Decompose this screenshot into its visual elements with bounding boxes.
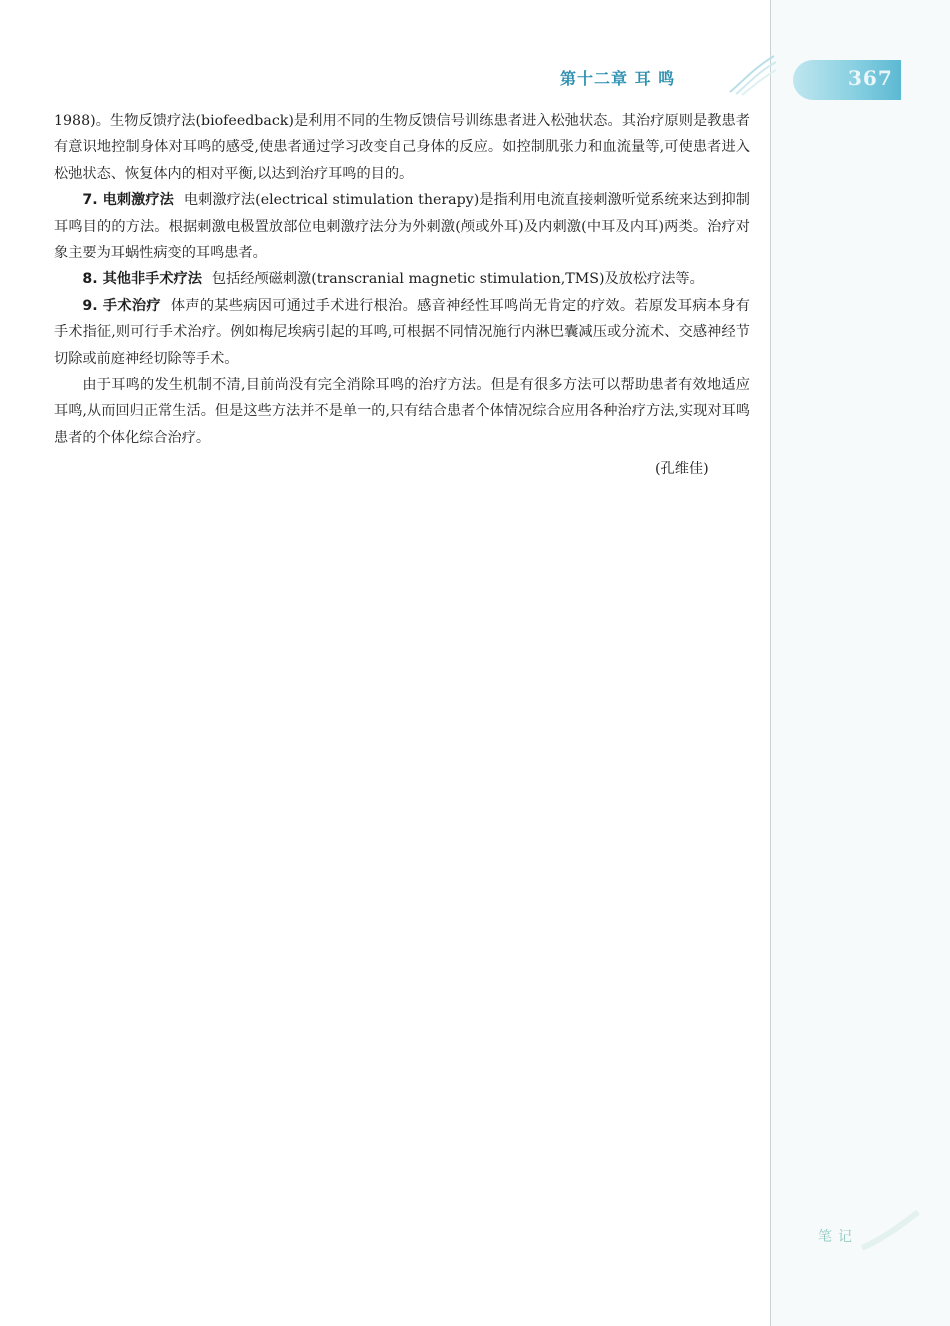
- notes-margin-column: [770, 0, 950, 1326]
- chapter-header-title: 第十二章 耳 鸣: [560, 69, 676, 88]
- item-9-title: 9. 手术治疗: [82, 297, 161, 314]
- page-number: 367: [848, 66, 893, 90]
- author-credit: (孔维佳): [655, 461, 709, 477]
- item-7-title: 7. 电刺激疗法: [82, 192, 174, 209]
- item-8-title: 8. 其他非手术疗法: [82, 271, 202, 288]
- paragraph-biofeedback: 1988)。生物反馈疗法(biofeedback)是利用不同的生物反馈信号训练患者进入松弛状态。其治疗原则是教患者有意识地控制身体对耳鸣的感受,使患者通过学习改变自己身体的反应。如控制肌张力和血流量等,可使患者进入松弛状态、恢复体内的相对平衡,以达到治疗耳鸣的目的。: [54, 113, 750, 182]
- item-9-text: 体声的某些病因可通过手术进行根治。感音神经性耳鸣尚无肯定的疗效。若原发耳病本身有手术指征,则可行手术治疗。例如梅尼埃病引起的耳鸣,可根据不同情况施行内淋巴囊减压或分流术、交感神经节切除或前庭神经切除等手术。: [54, 297, 750, 367]
- notes-swoosh-decoration-icon: [860, 1210, 920, 1250]
- paragraph-conclusion: 由于耳鸣的发生机制不清,目前尚没有完全消除耳鸣的治疗方法。但是有很多方法可以帮助患者有效地适应耳鸣,从而回归正常生活。但是这些方法并不是单一的,只有结合患者个体情况综合应用各种治疗方法,实现对耳鸣患者的个体化综合治疗。: [54, 377, 750, 446]
- item-7-text: 电刺激疗法(electrical stimulation therapy)是指利用电流直接刺激听觉系统来达到抑制耳鸣目的的方法。根据刺激电极置放部位电刺激疗法分为外刺激(颅或外耳)及内刺激(中耳及内耳)两类。治疗对象主要为耳蜗性病变的耳鸣患者。: [54, 192, 750, 262]
- header-swoosh-decoration-icon: [728, 52, 778, 96]
- item-8-text: 包括经颅磁刺激(transcranial magnetic stimulation,TMS)及放松疗法等。: [211, 271, 704, 288]
- paragraph-item-7: [54, 187, 750, 266]
- paragraph-item-9: [54, 293, 750, 372]
- paragraph-item-8: [54, 266, 750, 292]
- notes-label: 笔记: [818, 1229, 858, 1245]
- body-text: [54, 108, 750, 451]
